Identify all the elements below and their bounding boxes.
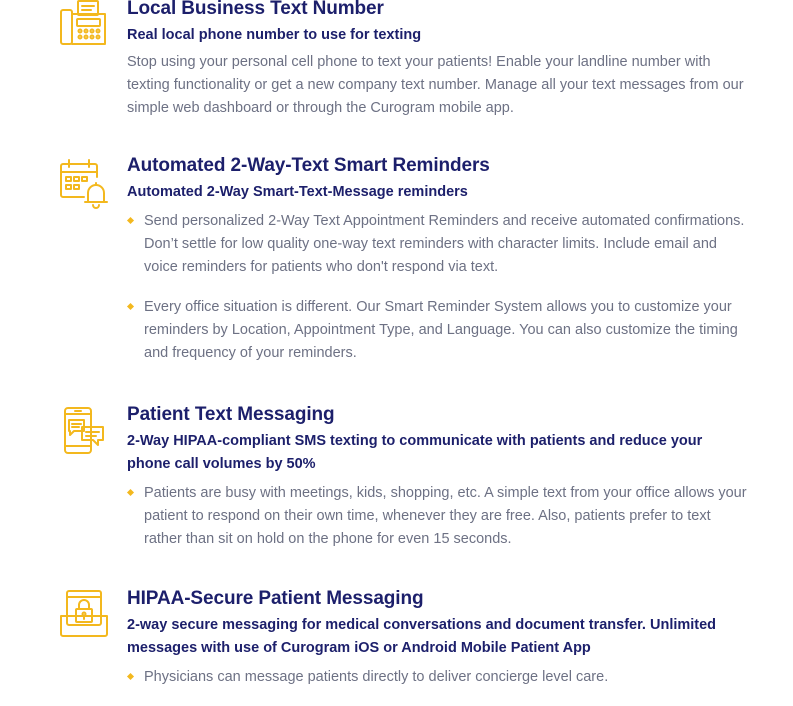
feature-subtitle: 2-Way HIPAA-compliant SMS texting to communicate with patients and reduce your phone call volumes by 50% <box>127 433 703 472</box>
feature-subtitle: Automated 2-Way Smart-Text-Message reminders <box>127 184 468 200</box>
feature-bullet-list <box>127 482 747 551</box>
feature-subtitle: 2-way secure messaging for medical conversations and document transfer. Unlimited messages with use of Curogram iOS or Android Mobile Patient App <box>127 617 717 656</box>
feature-title: Patient Text Messaging <box>127 404 335 425</box>
feature-bullet-list <box>127 210 747 365</box>
list-item: Physicians can message patients directly to deliver concierge level care. <box>127 666 747 689</box>
secure-lock-icon <box>58 588 110 640</box>
feature-description: Stop using your personal cell phone to text your patients! Enable your landline number with texting functionality or get a new company text number. Manage all your text messages from our simple web dashboard or through the Curogram mobile app. <box>127 54 744 116</box>
list-item: Patients are busy with meetings, kids, shopping, etc. A simple text from your office allows your patient to respond on their own time, whenever they are free. Also, patients prefer to text rather than sit on hold on the phone for even 15 seconds. <box>127 482 747 551</box>
calendar-bell-icon <box>58 157 110 209</box>
bullet-icon <box>127 217 134 224</box>
list-item: Send personalized 2-Way Text Appointment Reminders and receive automated confirmations. Don’t settle for low quality one-way text reminders with character limits. Include email and voice reminders for patients who don't respond via text. <box>127 210 747 279</box>
feature-title: Local Business Text Number <box>127 0 384 19</box>
feature-title: Automated 2-Way-Text Smart Reminders <box>127 155 490 176</box>
bullet-icon <box>127 303 134 310</box>
list-item: Every office situation is different. Our Smart Reminder System allows you to customize your reminders by Location, Appointment Type, and Language. You can also customize the timing and frequency of your reminders. <box>127 296 747 365</box>
bullet-icon <box>127 489 134 496</box>
feature-bullet-list <box>127 666 747 689</box>
fax-phone-icon <box>58 0 110 50</box>
feature-title: HIPAA-Secure Patient Messaging <box>127 588 424 609</box>
feature-subtitle: Real local phone number to use for texting <box>127 27 422 43</box>
bullet-icon <box>127 673 134 680</box>
phone-chat-icon <box>58 405 110 457</box>
